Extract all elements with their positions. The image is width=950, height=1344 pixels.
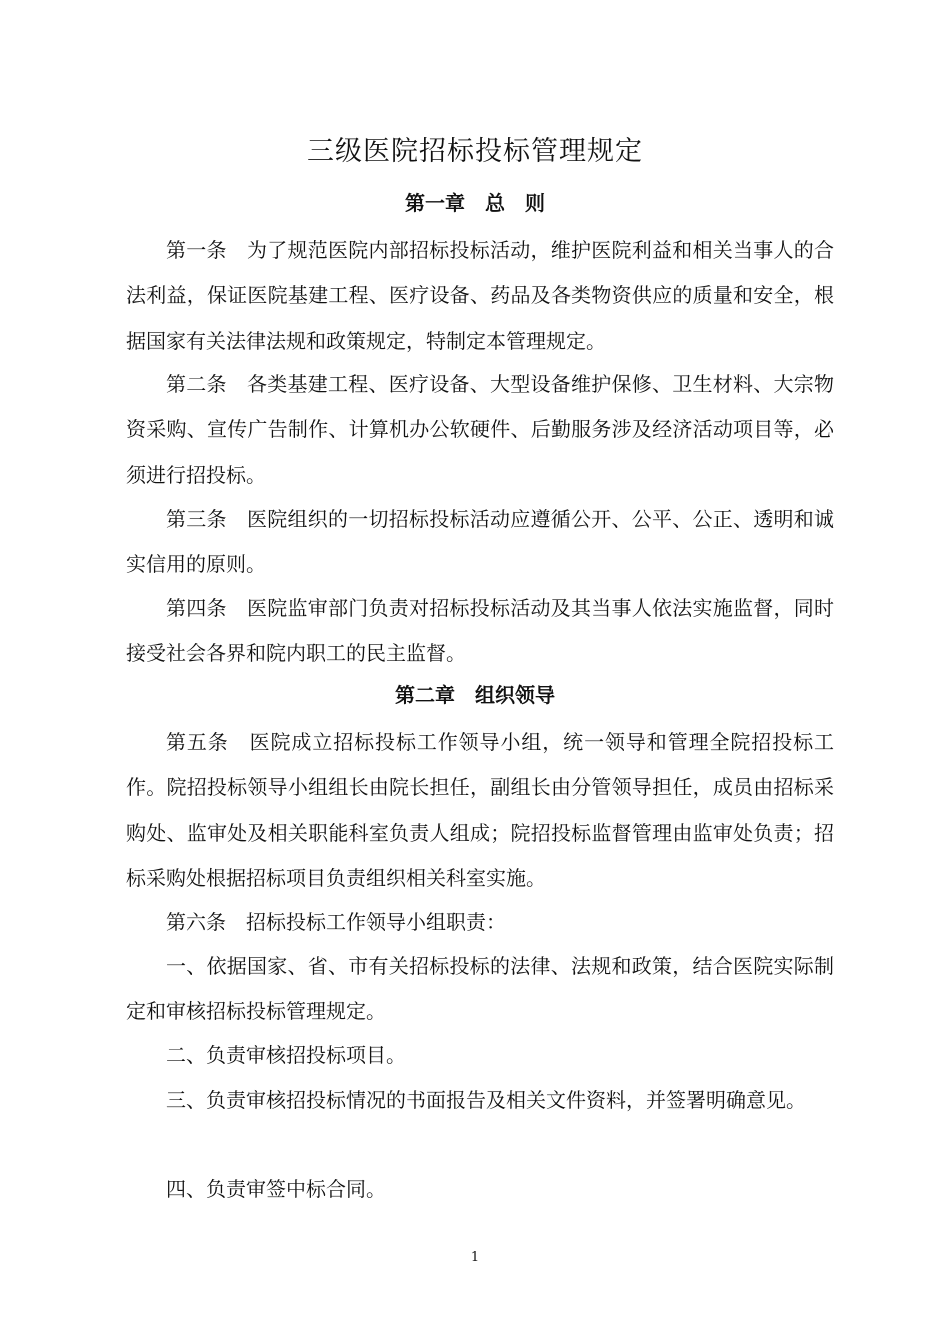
page-number: 1 <box>470 1250 480 1265</box>
duty-item-2: 二、负责审核招投标项目。 <box>166 1043 406 1067</box>
article-6 <box>126 900 834 945</box>
article-label: 第一条 <box>166 238 227 262</box>
article-label: 第四条 <box>166 596 227 620</box>
article-label: 第六条 <box>166 910 226 934</box>
article-5 <box>126 720 834 901</box>
article-text: 为了规范医院内部招标投标活动，维护医院利益和相关当事人的合法利益，保证医院基建工程、医疗设备、药品及各类物资供应的质量和安全，根据国家有关法律法规和政策规定，特制定本管理规定。 <box>126 238 834 353</box>
document-title: 三级医院招标投标管理规定 <box>307 136 643 167</box>
article-label: 第三条 <box>166 507 227 531</box>
duty-item-1: 一、依据国家、省、市有关招标投标的法律、法规和政策，结合医院实际制定和审核招标投标管理规定。 <box>126 954 834 1024</box>
article-1 <box>126 228 834 364</box>
chapter-1-heading: 第一章 总 则 <box>405 191 545 215</box>
article-text: 医院监审部门负责对招标投标活动及其当事人依法实施监督，同时接受社会各界和院内职工的民主监督。 <box>126 596 834 666</box>
article-4 <box>126 586 834 677</box>
article-3 <box>126 497 834 588</box>
duty-item-4: 四、负责审签中标合同。 <box>166 1177 386 1201</box>
duty-item-3: 三、负责审核招投标情况的书面报告及相关文件资料，并签署明确意见。 <box>166 1088 806 1112</box>
article-text: 医院组织的一切招标投标活动应遵循公开、公平、公正、透明和诚实信用的原则。 <box>126 507 834 577</box>
article-label: 第二条 <box>166 372 227 396</box>
article-2 <box>126 362 834 498</box>
article-text: 医院成立招标投标工作领导小组，统一领导和管理全院招投标工作。院招投标领导小组组长由院长担任，副组长由分管领导担任，成员由招标采购处、监审处及相关职能科室负责人组成；院招投标监督管理由监审处负责；招标采购处根据招标项目负责组织相关科室实施。 <box>126 730 835 890</box>
chapter-2-heading: 第二章 组织领导 <box>395 683 555 707</box>
article-text: 各类基建工程、医疗设备、大型设备维护保修、卫生材料、大宗物资采购、宣传广告制作、计算机办公软硬件、后勤服务涉及经济活动项目等，必须进行招投标。 <box>126 372 834 487</box>
article-label: 第五条 <box>166 730 229 754</box>
article-text: 招标投标工作领导小组职责： <box>246 910 506 934</box>
